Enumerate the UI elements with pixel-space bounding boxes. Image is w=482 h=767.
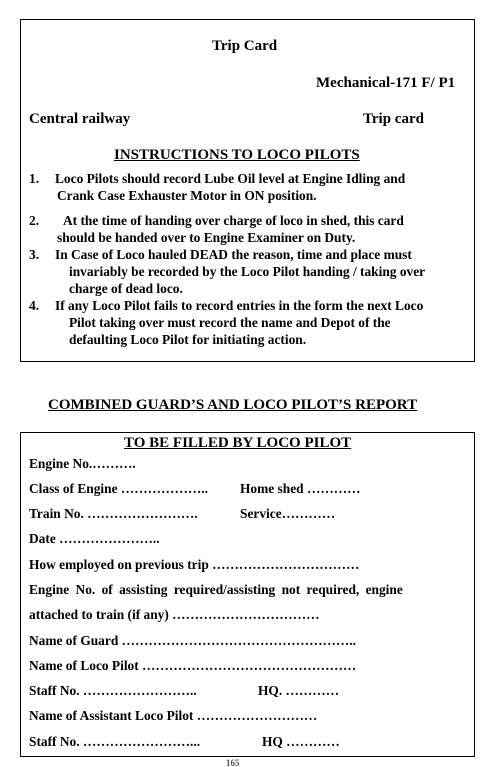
assisting-engine-field-line1[interactable]: Engine No. of assisting required/assisting not required, engine — [29, 582, 403, 597]
loco-pilot-name-field[interactable]: Name of Loco Pilot ………………………………………… — [29, 658, 357, 673]
page-number: 165 — [226, 758, 240, 767]
engine-no-field[interactable]: Engine No.………. — [29, 456, 136, 471]
instruction-1-number: 1. — [29, 171, 40, 186]
instruction-4-line3: defaulting Loco Pilot for initiating action. — [69, 332, 307, 347]
hq-field[interactable]: HQ. ………… — [258, 683, 340, 698]
instruction-4-line2: Pilot taking over must record the name and Depot of the — [69, 315, 391, 330]
instruction-1-line2: Crank Case Exhauster Motor in ON position. — [57, 188, 317, 203]
class-of-engine-field[interactable]: Class of Engine ……………….. — [29, 481, 208, 496]
instruction-3-line1: In Case of Loco hauled DEAD the reason, time and place must — [55, 247, 412, 262]
instruction-4-number: 4. — [29, 298, 40, 313]
guard-name-field[interactable]: Name of Guard …………………………………………….. — [29, 633, 356, 648]
assistant-loco-pilot-field[interactable]: Name of Assistant Loco Pilot ……………………… — [29, 708, 318, 723]
previous-trip-field[interactable]: How employed on previous trip …………………………… — [29, 557, 360, 572]
assistant-staff-no-field[interactable]: Staff No. ……………………... — [29, 734, 201, 749]
instruction-1-line1: Loco Pilots should record Lube Oil level at Engine Idling and — [55, 171, 406, 186]
instructions-heading: INSTRUCTIONS TO LOCO PILOTS — [114, 147, 360, 163]
date-field[interactable]: Date ………………….. — [29, 531, 160, 546]
service-field[interactable]: Service………… — [240, 506, 336, 521]
staff-no-field[interactable]: Staff No. …………………….. — [29, 683, 197, 698]
instruction-3-line3: charge of dead loco. — [69, 281, 183, 296]
report-subheading: TO BE FILLED BY LOCO PILOT — [124, 435, 352, 451]
home-shed-field[interactable]: Home shed ………… — [240, 481, 361, 496]
assistant-hq-field[interactable]: HQ ………… — [262, 734, 340, 749]
railway-name: Central railway — [29, 111, 131, 127]
trip-card-title: Trip Card — [212, 38, 278, 54]
instruction-2-line2: should be handed over to Engine Examiner on Duty. — [57, 230, 356, 245]
report-heading: COMBINED GUARD’S AND LOCO PILOT’S REPORT — [48, 397, 418, 413]
instruction-3-line2: invariably be recorded by the Loco Pilot handing / taking over — [69, 264, 426, 279]
form-code: Mechanical-171 F/ P1 — [316, 75, 456, 91]
instruction-2-line1: At the time of handing over charge of loco in shed, this card — [63, 213, 404, 228]
instruction-4-line1: If any Loco Pilot fails to record entries in the form the next Loco — [55, 298, 424, 313]
train-no-field[interactable]: Train No. ……………………. — [29, 506, 198, 521]
card-label: Trip card — [363, 111, 424, 127]
instruction-3-number: 3. — [29, 247, 40, 262]
instruction-2-number: 2. — [29, 213, 40, 228]
assisting-engine-field-line2[interactable]: attached to train (if any) …………………………… — [29, 607, 320, 622]
